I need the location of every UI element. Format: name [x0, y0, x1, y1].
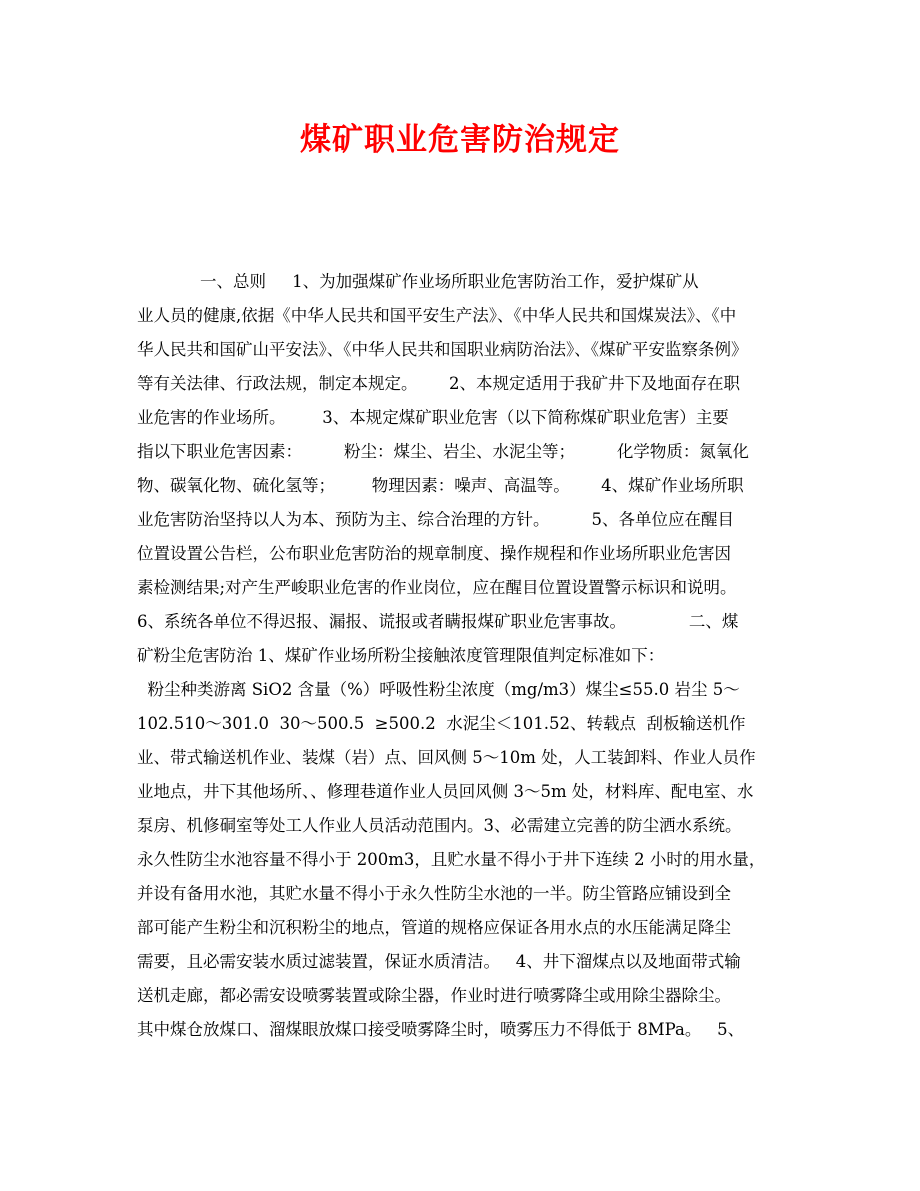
body-line: 业、带式输送机作业、装煤（岩）点、回风侧 5～10m 处，人工装卸料、作业人员作 — [137, 748, 756, 767]
body-line: 粉尘种类游离 SiO2 含量（%）呼吸性粉尘浓度（mg/m3）煤尘≤55.0 岩尘 5～ — [137, 680, 740, 699]
body-line: 并设有备用水池，其贮水量不得小于永久性防尘水池的一半。防尘管路应铺设到全 — [137, 884, 731, 903]
body-line: 泵房、机修硐室等处工人作业人员活动范围内。3、必需建立完善的防尘洒水系统。 — [137, 816, 742, 835]
body-line: 矿粉尘危害防治 1、煤矿作业场所粉尘接触浓度管理限值判定标准如下： — [137, 646, 665, 665]
body-line: 一、总则 1、为加强煤矿作业场所职业危害防治工作，爱护煤矿从 — [137, 272, 699, 291]
body-line: 等有关法律、行政法规，制定本规定。 2、本规定适用于我矿井下及地面存在职 — [137, 374, 740, 393]
body-line: 业危害的作业场所。 3、本规定煤矿职业危害（以下简称煤矿职业危害）主要 — [137, 408, 729, 427]
body-line: 永久性防尘水池容量不得小于 200m3，且贮水量不得小于井下连续 2 小时的用水量， — [137, 850, 766, 869]
body-line: 其中煤仓放煤口、溜煤眼放煤口接受喷雾降尘时，喷雾压力不得低于 8MPa。 5、 — [137, 1020, 745, 1039]
body-line: 华人民共和国矿山平安法》、《中华人民共和国职业病防治法》、《煤矿平安监察条例》 — [137, 340, 748, 359]
body-line: 部可能产生粉尘和沉积粉尘的地点，管道的规格应保证各用水点的水压能满足降尘 — [137, 918, 731, 937]
body-line: 送机走廊，都必需安设喷雾装置或除尘器，作业时进行喷雾降尘或用除尘器除尘。 — [137, 986, 731, 1005]
body-line: 需要，且必需安装水质过滤装置，保证水质清洁。 4、井下溜煤点以及地面带式输 — [137, 952, 741, 971]
body-line: 指以下职业危害因素： 粉尘：煤尘、岩尘、水泥尘等； 化学物质：氮氧化 — [137, 442, 749, 461]
body-line: 业人员的健康,依据《中华人民共和国平安生产法》、《中华人民共和国煤炭法》、《中 — [137, 306, 737, 325]
body-line: 物、碳氧化物、硫化氢等； 物理因素：噪声、高温等。 4、煤矿作业场所职 — [137, 476, 744, 495]
body-line: 位置设置公告栏，公布职业危害防治的规章制度、操作规程和作业场所职业危害因 — [137, 544, 731, 563]
body-line: 素检测结果;对产生严峻职业危害的作业岗位，应在醒目位置设置警示标识和说明。 — [137, 578, 737, 597]
document-title: 煤矿职业危害防治规定 — [300, 122, 620, 158]
body-line: 102.510～301.0 30～500.5 ≥500.2 水泥尘＜101.52、转载点 刮板输送机作 — [137, 714, 746, 733]
body-line: 业地点，井下其他场所、、修理巷道作业人员回风侧 3～5m 处，材料库、配电室、水 — [137, 782, 754, 801]
body-line: 6、系统各单位不得迟报、漏报、谎报或者瞒报煤矿职业危害事故。 二、煤 — [137, 612, 739, 631]
body-line: 业危害防治坚持以人为本、预防为主、综合治理的方针。 5、各单位应在醒目 — [137, 510, 734, 529]
document-body — [137, 265, 785, 1047]
